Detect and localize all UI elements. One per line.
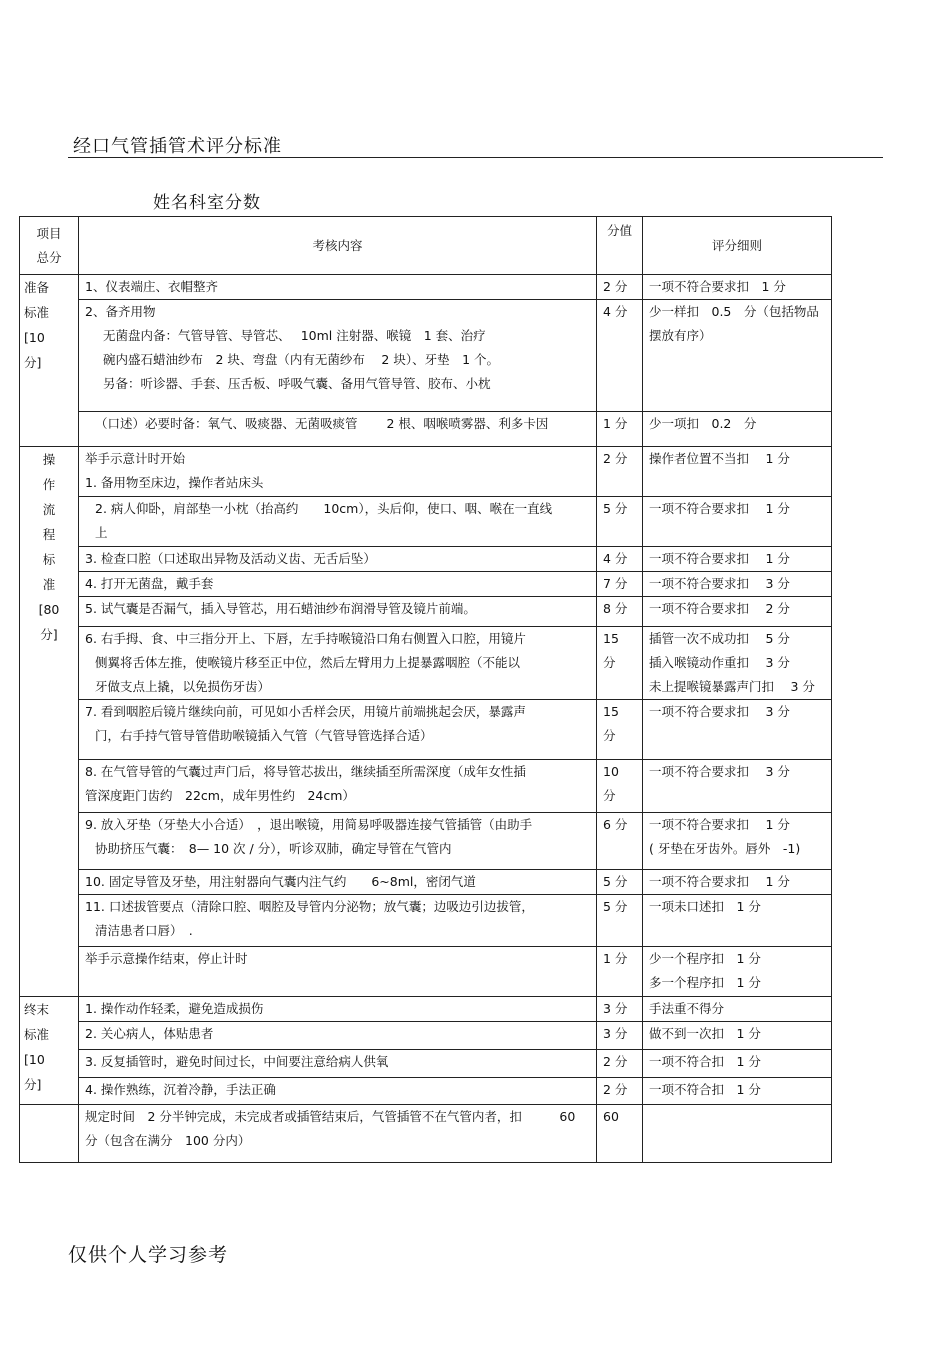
text-line: 分] [40,627,58,642]
operation-category-cell [20,447,79,997]
score-cell: 60 [597,1105,643,1163]
table-row [20,300,832,412]
score-cell [597,700,643,760]
content-cell [79,572,597,597]
rules-cell [643,813,832,870]
text-line: 插入喉镜动作重扣 3 分 [649,655,790,670]
text-line: 准备 [24,280,50,295]
table-row [20,547,832,572]
content-cell [79,700,597,760]
text-line: 3. 反复插管时，避免时间过长，中间要注意给病人供氧 [85,1054,389,1069]
content-cell [79,1050,597,1078]
score-cell: 6 分 [597,813,643,870]
text-line: 一项不符合要求扣 2 分 [649,601,790,616]
text-line: 终末 [24,1002,50,1017]
time-limit-row [20,1105,832,1163]
score-cell: 3 分 [597,1022,643,1050]
table-row [20,627,832,700]
text-line: 一项不符合要求扣 1 分 [649,874,790,889]
content-cell [79,870,597,895]
title-underline [68,157,883,158]
rules-cell [643,412,832,447]
text-line: 2、备齐用物 [85,304,156,319]
text-line: 一项不符合扣 1 分 [649,1082,761,1097]
header-item [20,217,79,275]
score-cell: 1 分 [597,947,643,997]
text-line: 管深度距门齿约 22cm，成年男性约 24cm） [85,788,355,803]
rules-cell [643,760,832,813]
text-line: 举手示意计时开始 [85,451,186,466]
rules-cell [643,275,832,300]
rules-cell [643,547,832,572]
footer-note: 仅供个人学习参考 [68,1244,229,1266]
content-cell [79,597,597,627]
content-cell [79,760,597,813]
text-line: ( 牙垫在牙齿外。唇外 -1) [649,841,801,856]
text-line: 无菌盘内备：气管导管、导管芯、 10ml 注射器、喉镜 1 套、治疗 [103,328,486,343]
table-header-row [20,217,832,275]
text-line: 一项不符合要求扣 1 分 [649,551,790,566]
content-cell [79,300,597,412]
rules-cell [643,1078,832,1105]
header-rules: 评分细则 [643,217,832,275]
text-line: 一项不符合要求扣 1 分 [649,501,790,516]
header-item-label: 项目 [36,225,62,241]
score-cell: 2 分 [597,1078,643,1105]
table-row [20,412,832,447]
score-cell [597,627,643,700]
content-cell [79,275,597,300]
rules-cell [643,1050,832,1078]
text-line: 4. 操作熟练，沉着冷静，手法正确 [85,1082,276,1097]
text-line: 侧翼将舌体左推，使喉镜片移至正中位，然后左臂用力上提暴露咽腔（不能以 [95,655,521,670]
score-cell: 2 分 [597,447,643,497]
text-line: 6. 右手拇、食、中三指分开上、下唇，左手持喉镜沿口角右侧置入口腔，用镜片 [85,631,526,646]
text-line: 分 [603,655,616,670]
header-total-label: 总分 [36,249,62,265]
rules-cell [643,300,832,412]
text-line: 准 [42,577,56,592]
rules-cell [643,447,832,497]
text-line: 规定时间 2 分半钟完成，未完成者或插管结束后，气管插管不在气管内者，扣 60 [85,1109,576,1124]
text-line: 分（包含在满分 100 分内） [85,1133,251,1148]
text-line: 9. 放入牙垫（牙垫大小合适） ，退出喉镜，用简易呼吸器连接气管插管（由助手 [85,817,533,832]
table-row [20,572,832,597]
text-line: 手法重不得分 [649,1001,725,1016]
table-row [20,895,832,947]
score-cell: 7 分 [597,572,643,597]
text-line: 5. 试气囊是否漏气，插入导管芯，用石蜡油纱布润滑导管及镜片前端。 [85,601,476,616]
score-cell: 5 分 [597,870,643,895]
text-line: 2. 病人仰卧，肩部垫一小枕（抬高约 10cm），头后仰，使口、咽、喉在一直线 [95,501,553,516]
content-cell [79,1022,597,1050]
table-row [20,497,832,547]
text-line: 1、仪表端庄、衣帽整齐 [85,279,218,294]
table-row [20,870,832,895]
prep-category-cell [20,275,79,447]
text-line: 3. 检查口腔（口述取出异物及活动义齿、无舌后坠） [85,551,376,566]
text-line: 一项不符合要求扣 3 分 [649,764,790,779]
text-line: 门，右手持气管导管借助喉镜插入气管（气管导管选择合适） [95,728,433,743]
table-row [20,1078,832,1105]
text-line: 上 [95,525,108,540]
rules-cell [643,1022,832,1050]
text-line: 少一项扣 0.2 分 [649,416,757,431]
table-row [20,760,832,813]
text-line: 流 [42,502,56,517]
text-line: 一项不符合要求扣 1 分 [649,279,786,294]
content-cell [79,947,597,997]
rules-cell [643,997,832,1022]
table-row [20,275,832,300]
content-cell [79,412,597,447]
header-score: 分值 [597,217,643,275]
score-cell: 8 分 [597,597,643,627]
text-line: 分] [24,1077,42,1092]
subtitle-fields: 姓名科室分数 [153,193,261,213]
content-cell [79,997,597,1022]
text-line: 1. 操作动作轻柔，避免造成损伤 [85,1001,264,1016]
rules-cell [643,947,832,997]
text-line: [10 [24,330,45,345]
text-line: 操 [42,452,56,467]
content-cell [79,497,597,547]
content-cell [79,627,597,700]
text-line: 分 [603,728,616,743]
table-row [20,997,832,1022]
score-cell: 4 分 [597,300,643,412]
text-line: 一项未口述扣 1 分 [649,899,761,914]
rules-cell [643,572,832,597]
table-row [20,813,832,870]
text-line: 15 [603,704,619,719]
text-line: 作 [42,477,56,492]
rules-cell [643,497,832,547]
text-line: 分] [24,355,42,370]
rules-cell [643,870,832,895]
text-line: 4. 打开无菌盘，戴手套 [85,576,214,591]
text-line: [80 [38,602,60,617]
score-cell: 5 分 [597,497,643,547]
table-row [20,1022,832,1050]
text-line: 牙做支点上撬，以免损伤牙齿） [95,679,271,694]
scoring-table [19,216,832,1163]
text-line: 少一个程序扣 1 分 [649,951,761,966]
score-cell: 2 分 [597,275,643,300]
table-row [20,447,832,497]
score-cell: 5 分 [597,895,643,947]
text-line: 摆放有序） [649,328,712,343]
text-line: 另备：听诊器、手套、压舌板、呼吸气囊、备用气管导管、胶布、小枕 [103,376,491,391]
text-line: 一项不符合扣 1 分 [649,1054,761,1069]
table-row [20,700,832,760]
text-line: [10 [24,1052,45,1067]
text-line: 一项不符合要求扣 3 分 [649,576,790,591]
header-content: 考核内容 [79,217,597,275]
empty-category-cell [20,1105,79,1163]
rules-cell [643,700,832,760]
table-row [20,947,832,997]
table-row [20,597,832,627]
text-line: 8. 在气管导管的气囊过声门后，将导管芯拔出，继续插至所需深度（成年女性插 [85,764,526,779]
content-cell [79,1078,597,1105]
text-line: 标准 [24,1027,50,1042]
rules-cell [643,597,832,627]
rules-cell [643,895,832,947]
text-line: 7. 看到咽腔后镜片继续向前，可见如小舌样会厌，用镜片前端挑起会厌，暴露声 [85,704,526,719]
text-line: 少一样扣 0.5 分（包括物品 [649,304,819,319]
text-line: 一项不符合要求扣 3 分 [649,704,790,719]
text-line: 未上提喉镜暴露声门扣 3 分 [649,679,815,694]
document-title: 经口气管插管术评分标准 [73,136,282,157]
score-cell: 2 分 [597,1050,643,1078]
text-line: 15 [603,631,619,646]
text-line: 11. 口述拔管要点（清除口腔、咽腔及导管内分泌物；放气囊；边吸边引边拔管， [85,899,534,914]
text-line: 标准 [24,305,50,320]
rules-cell [643,627,832,700]
text-line: 1. 备用物至床边，操作者站床头 [85,475,264,490]
content-cell [79,895,597,947]
text-line: 标 [42,552,56,567]
text-line: 10 [603,764,619,779]
text-line: 碗内盛石蜡油纱布 2 块、弯盘（内有无菌纱布 2 块）、牙垫 1 个。 [103,352,500,367]
text-line: 一项不符合要求扣 1 分 [649,817,790,832]
text-line: 程 [42,527,56,542]
table-row [20,1050,832,1078]
score-cell: 1 分 [597,412,643,447]
content-cell [79,547,597,572]
score-cell: 4 分 [597,547,643,572]
text-line: 清洁患者口唇） . [95,923,193,938]
score-cell [597,760,643,813]
text-line: （口述）必要时备：氧气、吸痰器、无菌吸痰管 2 根、咽喉喷雾器、利多卡因 [95,416,549,431]
text-line: 举手示意操作结束，停止计时 [85,951,248,966]
text-line: 做不到一次扣 1 分 [649,1026,761,1041]
text-line: 插管一次不成功扣 5 分 [649,631,790,646]
text-line: 协助挤压气囊： 8— 10 次 / 分），听诊双肺，确定导管在气管内 [95,841,452,856]
text-line: 多一个程序扣 1 分 [649,975,761,990]
content-cell [79,1105,597,1163]
score-cell: 3 分 [597,997,643,1022]
text-line: 操作者位置不当扣 1 分 [649,451,790,466]
text-line: 2. 关心病人，体贴患者 [85,1026,214,1041]
content-cell [79,813,597,870]
rules-cell [643,1105,832,1163]
text-line: 分 [603,788,616,803]
text-line: 10. 固定导管及牙垫，用注射器向气囊内注气约 6~8ml，密闭气道 [85,874,476,889]
final-category-cell [20,997,79,1105]
content-cell [79,447,597,497]
